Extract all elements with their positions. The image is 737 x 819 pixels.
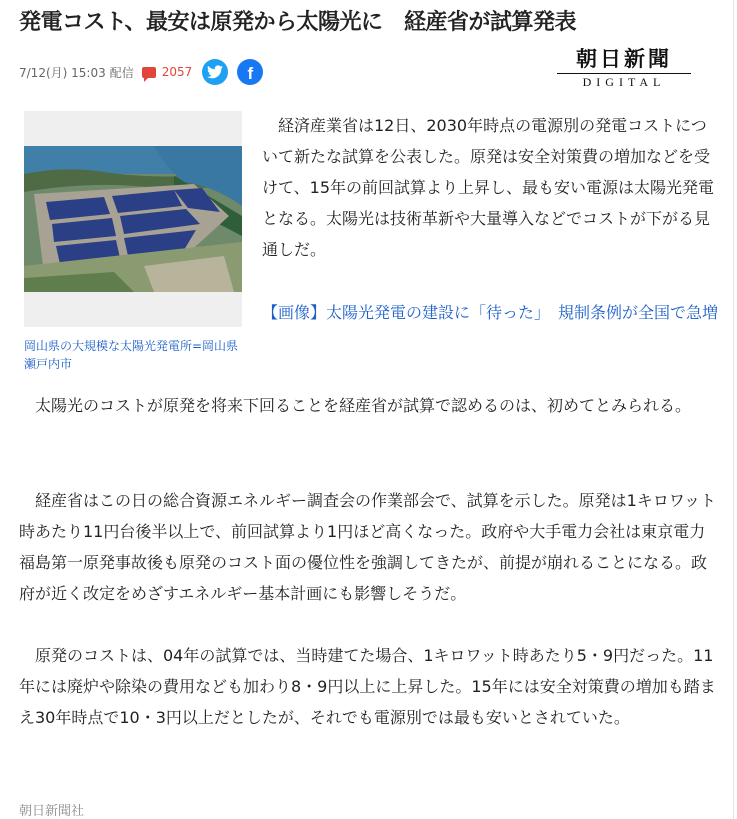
facebook-f-icon: f bbox=[247, 64, 254, 83]
solar-farm-photo[interactable] bbox=[24, 146, 242, 292]
facebook-share-button[interactable] bbox=[237, 59, 263, 85]
logo-rule bbox=[557, 73, 691, 74]
delivered-label: 配信 bbox=[109, 65, 134, 80]
comment-bubble-icon[interactable] bbox=[142, 67, 156, 78]
logo-en-text: DIGITAL bbox=[582, 75, 666, 89]
body-paragraph-2: 経産省はこの日の総合資源エネルギー調査会の作業部会で、試算を示した。原発は1キロワット時あたり11円台後半以上で、前回試算より1円ほど高くなった。政府や大手電力会社は東京電力福島第一原発事故後も原発のコスト面の優位性を強調してきたが、前提が崩れることになる。政府が近く改定をめざすエネルギー基本計画にも影響しそうだ。 bbox=[19, 491, 717, 603]
publish-date: 7/12(月) 15:03 bbox=[19, 65, 106, 80]
comment-count[interactable]: 2057 bbox=[161, 65, 193, 79]
body-paragraph-3: 原発のコストは、04年の試算では、当時建てた場合、1キロワット時あたり5・9円だった。11年には廃炉や除染の費用なども加わり8・9円以上に上昇した。15年には安全対策費の増加も踏まえ30年時点で10・3円以上だとしたが、それでも電源別では最も安いとされていた。 bbox=[19, 646, 716, 727]
body-paragraph-1: 太陽光のコストが原発を将来下回ることを経産省が試算で認めるのは、初めてとみられる。 bbox=[19, 396, 692, 415]
article-meta bbox=[19, 58, 272, 86]
photo-caption[interactable]: 岡山県の大規模な太陽光発電所=岡山県瀬戸内市 bbox=[24, 339, 239, 371]
twitter-share-button[interactable] bbox=[202, 59, 228, 85]
logo-jp-text: 朝日新聞 bbox=[576, 46, 672, 71]
twitter-bird-icon bbox=[207, 65, 223, 79]
source-credit: 朝日新聞社 bbox=[19, 804, 85, 819]
related-article-link[interactable]: 【画像】太陽光発電の建設に「待った」 規制条例が全国で急増 bbox=[262, 303, 719, 322]
asahi-digital-logo[interactable] bbox=[553, 46, 695, 94]
article-headline: 発電コスト、最安は原発から太陽光に 経産省が試算発表 bbox=[19, 10, 577, 35]
page-right-border bbox=[733, 0, 734, 819]
article-lead: 経済産業省は12日、2030年時点の電源別の発電コストについて新たな試算を公表した。原発は安全対策費の増加などを受けて、15年の前回試算より上昇し、最も安い電源は太陽光発電となる。太陽光は技術革新や大量導入などでコストが下がる見通しだ。 bbox=[262, 116, 715, 259]
